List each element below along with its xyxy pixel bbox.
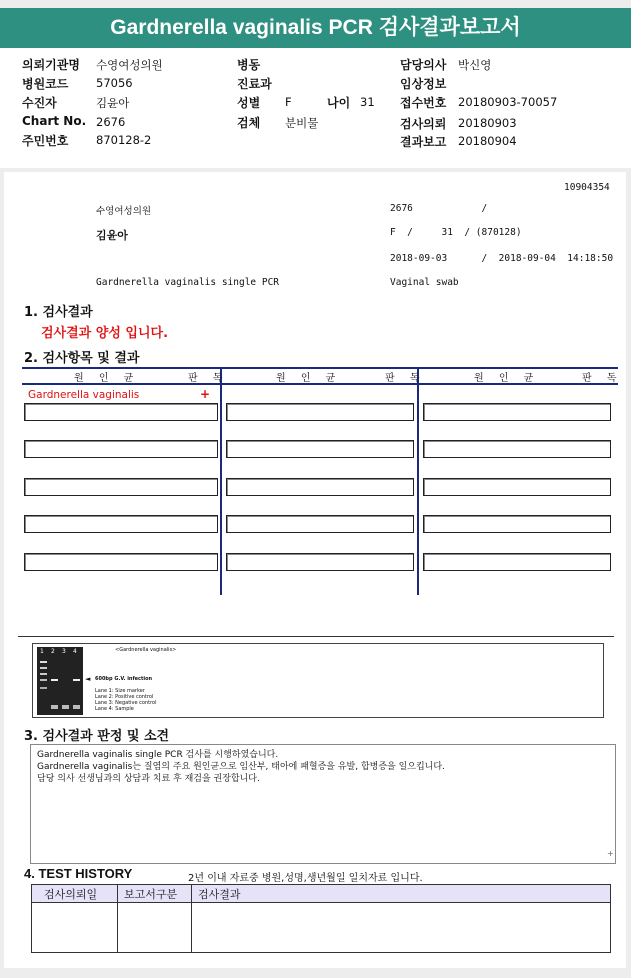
sub-patient: 김윤아 bbox=[96, 229, 128, 242]
request-date-label: 검사의뢰 bbox=[400, 117, 447, 131]
specimen-value: 분비물 bbox=[285, 116, 319, 130]
col-judgement-header-3: 판 독 bbox=[582, 373, 623, 384]
resize-handle-icon[interactable]: + bbox=[607, 849, 614, 858]
marker-band bbox=[40, 661, 47, 663]
result-cell bbox=[226, 515, 414, 533]
history-col-report-type: 보고서구분 bbox=[118, 885, 192, 903]
arrow-icon: ◄ bbox=[85, 675, 91, 683]
primer-band bbox=[62, 705, 69, 709]
col-organism-header-3: 원 인 균 bbox=[474, 373, 540, 384]
sub-dates: 2018-09-03 / 2018-09-04 14:18:50 bbox=[390, 253, 614, 264]
age-label: 나이 bbox=[327, 96, 351, 110]
gel-electrophoresis-image bbox=[37, 647, 83, 715]
positive-band bbox=[51, 679, 58, 681]
grid-divider-1 bbox=[220, 367, 222, 595]
doctor-value: 박신영 bbox=[458, 58, 492, 72]
findings-line-1: Gardnerella vaginalis single PCR 검사를 시행하였습니다. bbox=[37, 750, 279, 760]
chart-no-label: Chart No. bbox=[22, 114, 87, 128]
accession-label: 접수번호 bbox=[400, 96, 447, 110]
lane-2-label: 2 bbox=[51, 648, 55, 655]
report-title: Gardnerella vaginalis PCR 검사결과보고서 bbox=[0, 8, 631, 48]
result-cell bbox=[423, 515, 611, 533]
marker-band bbox=[40, 687, 47, 689]
report-date-value: 20180904 bbox=[458, 134, 517, 148]
gel-caption: <Gardnerella vaginalis> bbox=[115, 647, 177, 653]
institution-value: 수영여성의원 bbox=[96, 58, 163, 72]
lane-3-label: 3 bbox=[62, 648, 66, 655]
doctor-label: 담당의사 bbox=[400, 58, 447, 72]
organism-name: Gardnerella vaginalis bbox=[28, 389, 140, 401]
rrn-label: 주민번호 bbox=[22, 134, 69, 148]
report-date-label: 결과보고 bbox=[400, 135, 447, 149]
patient-value: 김윤아 bbox=[96, 96, 130, 110]
sample-band bbox=[73, 679, 80, 681]
rrn-value: 870128-2 bbox=[96, 133, 152, 147]
result-cell bbox=[226, 440, 414, 458]
result-cell bbox=[24, 403, 218, 421]
history-col-request-date: 검사의뢰일 bbox=[32, 885, 118, 903]
gel-legend-2: Lane 2: Positive control bbox=[95, 694, 154, 700]
primer-band bbox=[73, 705, 80, 709]
result-cell bbox=[226, 403, 414, 421]
band-label: 600bp G.V. infection bbox=[95, 676, 153, 682]
col-organism-header-1: 원 인 균 bbox=[74, 373, 140, 384]
findings-line-2: Gardnerella vaginalis는 질염의 주요 원인균으로 임산부, 태아에 패혈증을 유발, 합병증을 일으킵니다. bbox=[37, 762, 445, 772]
result-cell bbox=[24, 478, 218, 496]
history-cell bbox=[32, 903, 118, 953]
section2-title: 2. 검사항목 및 결과 bbox=[24, 351, 140, 366]
age-value: 31 bbox=[360, 95, 375, 109]
findings-box bbox=[30, 744, 616, 864]
sub-specimen: Vaginal swab bbox=[390, 277, 459, 288]
gel-image-panel bbox=[32, 643, 604, 718]
reference-number: 10904354 bbox=[564, 182, 610, 193]
marker-band bbox=[40, 667, 47, 669]
gel-legend-3: Lane 3: Negative control bbox=[95, 700, 157, 706]
history-note: 2년 이내 자료중 병원,성명,생년월일 일치자료 입니다. bbox=[188, 873, 423, 884]
result-cell bbox=[423, 553, 611, 571]
report-body bbox=[4, 172, 626, 968]
hospital-code-label: 병원코드 bbox=[22, 77, 69, 91]
lane-1-label: 1 bbox=[40, 648, 44, 655]
result-cell bbox=[423, 440, 611, 458]
history-cell bbox=[118, 903, 192, 953]
result-cell bbox=[24, 553, 218, 571]
result-cell bbox=[226, 478, 414, 496]
clinical-info-label: 임상정보 bbox=[400, 77, 447, 91]
section3-title: 3. 검사결과 판정 및 소견 bbox=[24, 729, 170, 744]
sub-sex-age: F / 31 / (870128) bbox=[390, 227, 522, 238]
grid-divider-2 bbox=[417, 367, 419, 595]
result-cell bbox=[226, 553, 414, 571]
sub-chart-no: 2676 / bbox=[390, 203, 488, 214]
marker-band bbox=[40, 679, 47, 681]
section4-title: 4. TEST HISTORY bbox=[24, 866, 133, 881]
dept-label: 진료과 bbox=[237, 77, 272, 91]
judgement-result: + bbox=[200, 387, 211, 401]
separator-line bbox=[18, 636, 614, 637]
result-cell bbox=[423, 478, 611, 496]
sub-test-name: Gardnerella vaginalis single PCR bbox=[96, 277, 280, 288]
primer-band bbox=[51, 705, 58, 709]
section1-title: 1. 검사결과 bbox=[24, 305, 93, 320]
institution-label: 의뢰기관명 bbox=[22, 58, 80, 72]
results-grid bbox=[4, 365, 626, 595]
result-cell bbox=[423, 403, 611, 421]
sex-label: 성별 bbox=[237, 96, 261, 110]
gel-legend-4: Lane 4: Sample bbox=[95, 706, 134, 712]
col-organism-header-2: 원 인 균 bbox=[276, 373, 342, 384]
ward-label: 병동 bbox=[237, 58, 261, 72]
lane-4-label: 4 bbox=[73, 648, 77, 655]
result-cell bbox=[24, 440, 218, 458]
sub-institution: 수영여성의원 bbox=[96, 206, 152, 217]
col-judgement-header-2: 판 독 bbox=[385, 373, 426, 384]
history-table bbox=[31, 884, 611, 953]
col-judgement-header-1: 판 독 bbox=[188, 373, 229, 384]
accession-value: 20180903-70057 bbox=[458, 95, 558, 109]
findings-text bbox=[37, 749, 445, 785]
gel-legend-1: Lane 1: Size marker bbox=[95, 688, 145, 694]
history-col-result: 검사결과 bbox=[192, 885, 611, 903]
request-date-value: 20180903 bbox=[458, 116, 517, 130]
hospital-code-value: 57056 bbox=[96, 76, 133, 90]
history-cell bbox=[192, 903, 611, 953]
sex-value: F bbox=[285, 95, 292, 109]
patient-label: 수진자 bbox=[22, 96, 57, 110]
header-info bbox=[0, 48, 631, 168]
specimen-label: 검체 bbox=[237, 116, 261, 130]
chart-no-value: 2676 bbox=[96, 115, 126, 129]
result-cell bbox=[24, 515, 218, 533]
findings-line-3: 담당 의사 선생님과의 상담과 치료 후 재검을 권장합니다. bbox=[37, 774, 260, 784]
marker-band bbox=[40, 673, 47, 675]
positive-result: 검사결과 양성 입니다. bbox=[41, 326, 169, 341]
